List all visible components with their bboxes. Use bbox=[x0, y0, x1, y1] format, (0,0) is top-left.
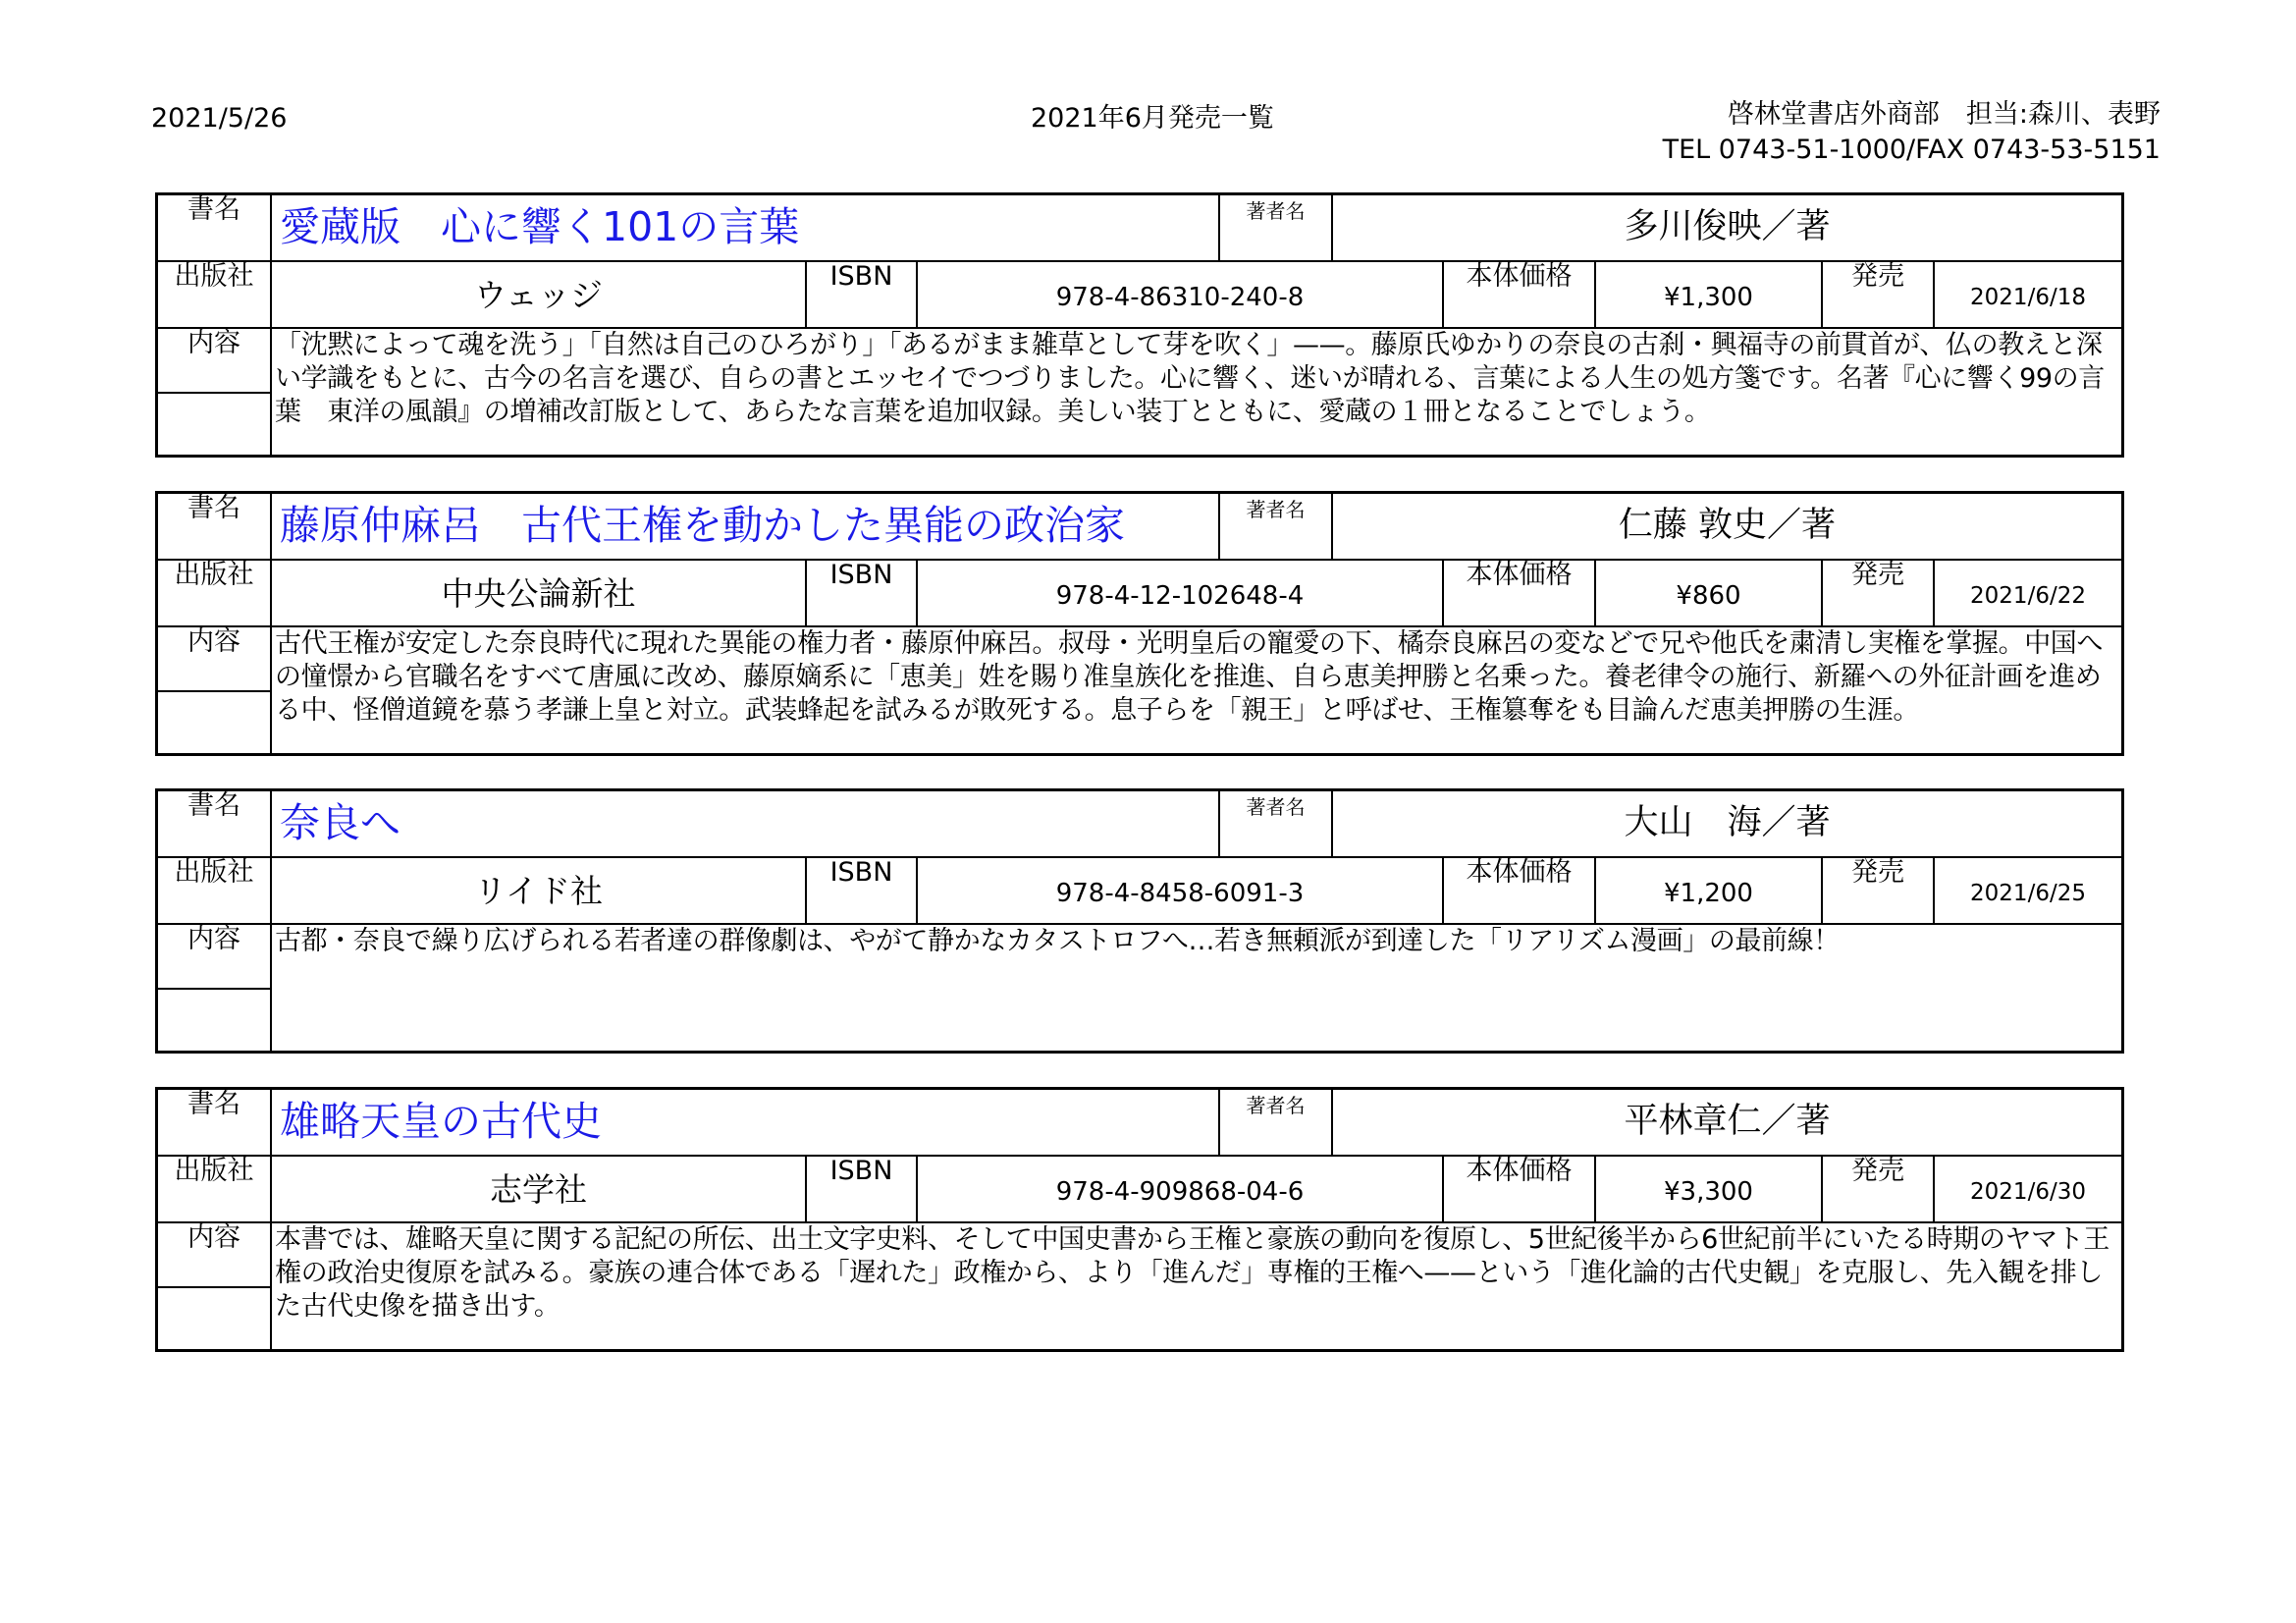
book-author: 大山 海／著 bbox=[1624, 803, 1831, 842]
label-title: 書名 bbox=[187, 791, 240, 821]
header-date: 2021/5/26 bbox=[151, 103, 288, 134]
book-isbn: 978-4-909868-04-6 bbox=[1055, 1177, 1305, 1207]
book-title: 奈良へ bbox=[280, 799, 400, 846]
book-entry bbox=[155, 192, 2124, 458]
label-author: 著者名 bbox=[1246, 498, 1306, 521]
label-isbn: ISBN bbox=[829, 561, 893, 590]
book-author: 多川俊映／著 bbox=[1624, 207, 1831, 246]
label-author: 著者名 bbox=[1246, 1094, 1306, 1117]
book-price: ¥860 bbox=[1676, 581, 1741, 611]
label-publisher: 出版社 bbox=[174, 858, 254, 888]
book-price: ¥1,300 bbox=[1664, 283, 1753, 312]
book-isbn: 978-4-12-102648-4 bbox=[1055, 581, 1305, 611]
book-publisher: ウェッジ bbox=[474, 276, 603, 314]
book-title: 藤原仲麻呂 古代王権を動かした異能の政治家 bbox=[280, 502, 1125, 549]
label-publisher: 出版社 bbox=[174, 561, 254, 590]
book-publisher: リイド社 bbox=[473, 872, 603, 910]
book-release-date: 2021/6/30 bbox=[1970, 1179, 2086, 1205]
label-author: 著者名 bbox=[1246, 795, 1306, 819]
book-publisher: 志学社 bbox=[490, 1170, 587, 1209]
header-store: 啓林堂書店外商部 担当:森川、表野 bbox=[1727, 99, 2161, 130]
header-contact: TEL 0743-51-1000/FAX 0743-53-5151 bbox=[1662, 135, 2161, 165]
label-release: 発売 bbox=[1851, 1157, 1904, 1186]
book-title: 雄略天皇の古代史 bbox=[280, 1098, 602, 1145]
label-content: 内容 bbox=[187, 925, 240, 954]
book-entry bbox=[155, 788, 2124, 1054]
label-price: 本体価格 bbox=[1466, 1157, 1573, 1186]
book-release-date: 2021/6/18 bbox=[1970, 285, 2086, 310]
label-content: 内容 bbox=[187, 329, 240, 358]
book-author: 仁藤 敦史／著 bbox=[1618, 506, 1837, 545]
book-price: ¥3,300 bbox=[1664, 1177, 1753, 1207]
label-content: 内容 bbox=[187, 1223, 240, 1253]
book-isbn: 978-4-86310-240-8 bbox=[1055, 283, 1305, 312]
label-price: 本体価格 bbox=[1466, 561, 1573, 590]
book-description: 古都・奈良で繰り広げられる若者達の群像劇は、やがて静かなカタストロフへ…若き無頼派が到達した「リアリズム漫画」の最前線！ bbox=[275, 926, 1840, 956]
label-isbn: ISBN bbox=[829, 1157, 893, 1186]
book-description: 「沈黙によって魂を洗う」「自然は自己のひろがり」「あるがまま雑草として芽を吹く」——。藤原氏ゆかりの奈良の古刹・興福寺の前貫首が、仏の教えと深い学識をもとに、古今の名言を選び、自らの書とエッセイでつづりました。心に響く、迷いが晴れる、言葉による人生の処方箋です。名著『心に響く99の言葉 東洋の風韻』の増補改訂版として、あらたな言葉を追加収録。美しい装丁とともに、愛蔵の１冊となることでしょう。 bbox=[275, 330, 2105, 427]
book-isbn: 978-4-8458-6091-3 bbox=[1055, 879, 1305, 908]
label-content: 内容 bbox=[187, 627, 240, 657]
book-entry bbox=[155, 1087, 2124, 1352]
page-title: 2021年6月発売一覧 bbox=[1031, 103, 1274, 134]
label-price: 本体価格 bbox=[1466, 858, 1573, 888]
label-title: 書名 bbox=[187, 195, 240, 225]
label-publisher: 出版社 bbox=[174, 1157, 254, 1186]
label-isbn: ISBN bbox=[829, 858, 893, 888]
label-price: 本体価格 bbox=[1466, 262, 1573, 292]
label-release: 発売 bbox=[1851, 561, 1904, 590]
book-author: 平林章仁／著 bbox=[1624, 1102, 1831, 1141]
book-release-date: 2021/6/22 bbox=[1970, 583, 2086, 609]
book-release-date: 2021/6/25 bbox=[1970, 881, 2086, 906]
book-description: 本書では、雄略天皇に関する記紀の所伝、出土文字史料、そして中国史書から王権と豪族の動向を復原し、5世紀後半から6世紀前半にいたる時期のヤマト王権の政治史復原を試みる。豪族の連合体である「遅れた」政権から、より「進んだ」専権的王権へ——という「進化論的古代史観」を克服し、先入観を排した古代史像を描き出す。 bbox=[275, 1224, 2109, 1322]
book-description: 古代王権が安定した奈良時代に現れた異能の権力者・藤原仲麻呂。叔母・光明皇后の寵愛の下、橘奈良麻呂の変などで兄や他氏を粛清し実権を掌握。中国への憧憬から官職名をすべて唐風に改め、藤原嫡系に「恵美」姓を賜り准皇族化を推進、自ら恵美押勝と名乗った。養老律令の施行、新羅への外征計画を進める中、怪僧道鏡を慕う孝謙上皇と対立。武装蜂起を試みるが敗死する。息子らを「親王」と呼ばせ、王権簒奪をも目論んだ恵美押勝の生涯。 bbox=[275, 628, 2103, 726]
label-release: 発売 bbox=[1851, 262, 1904, 292]
book-publisher: 中央公論新社 bbox=[441, 574, 636, 613]
label-isbn: ISBN bbox=[829, 262, 893, 292]
label-release: 発売 bbox=[1851, 858, 1904, 888]
label-publisher: 出版社 bbox=[174, 262, 254, 292]
book-title: 愛蔵版 心に響く101の言葉 bbox=[280, 203, 800, 250]
label-author: 著者名 bbox=[1246, 199, 1306, 223]
book-price: ¥1,200 bbox=[1664, 879, 1753, 908]
book-entry bbox=[155, 491, 2124, 756]
label-title: 書名 bbox=[187, 1090, 240, 1119]
label-title: 書名 bbox=[187, 494, 240, 523]
